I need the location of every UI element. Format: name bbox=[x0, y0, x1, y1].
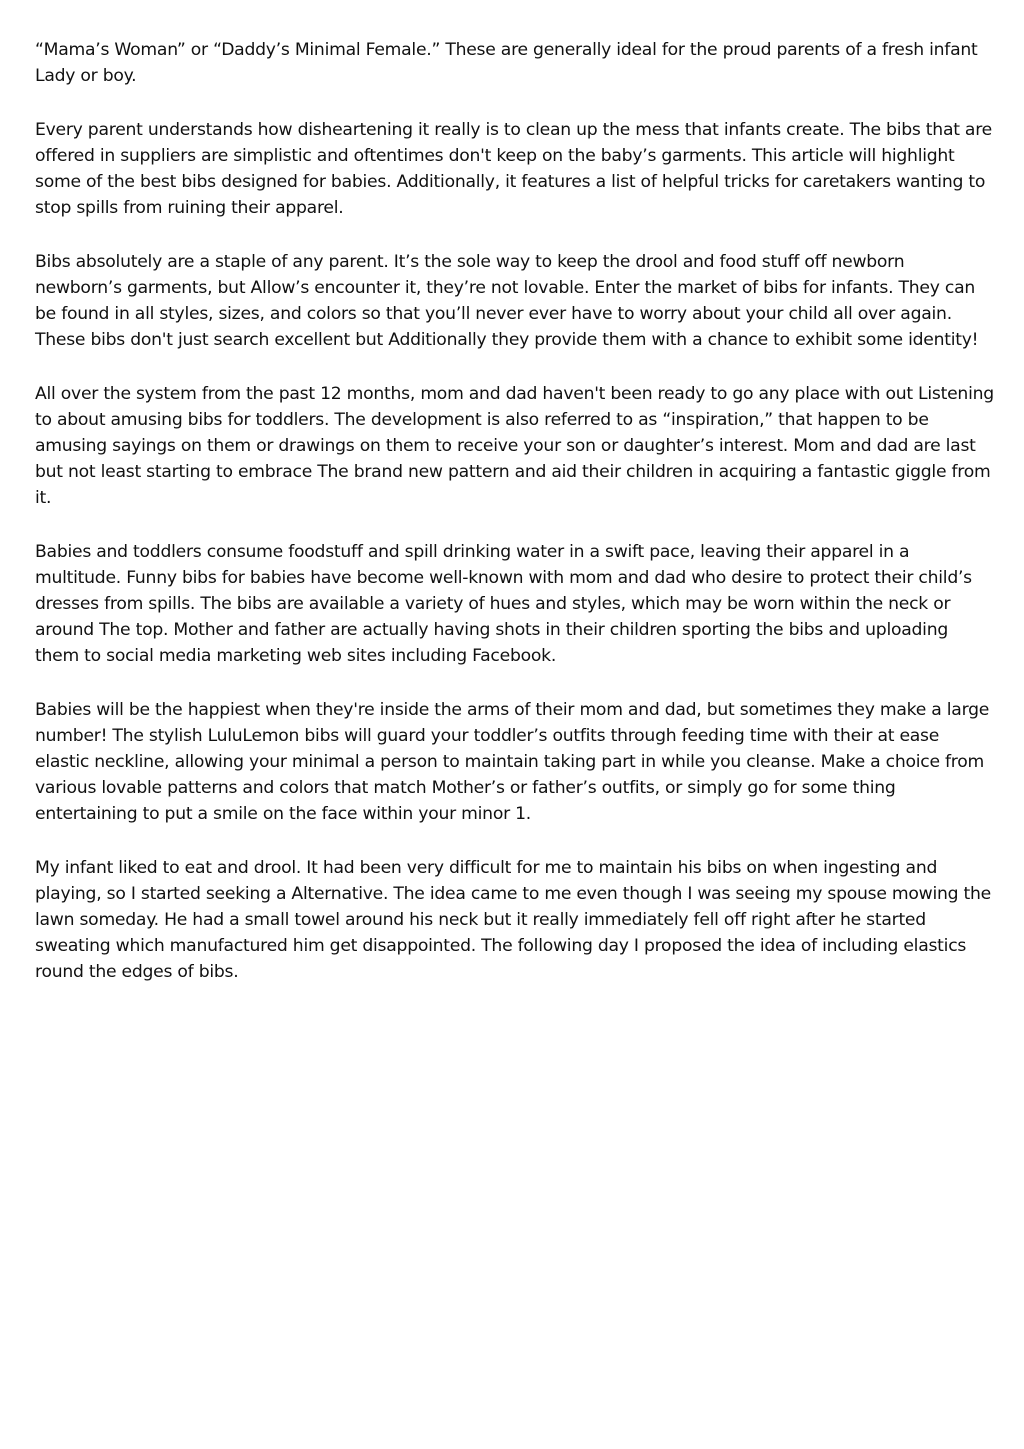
paragraph-2: Every parent understands how disheartening it really is to clean up the mess that infants create. The bibs that are offered in suppliers are simplistic and oftentimes don't keep on the baby’s garments. This article will highlight some of the best bibs designed for babies. Additionally, it features a list of helpful tricks for caretakers wanting to stop spills from ruining their apparel. bbox=[35, 120, 992, 218]
paragraph-5: Babies and toddlers consume foodstuff and spill drinking water in a swift pace, leaving their apparel in a multitude. Funny bibs for babies have become well-known with mom and dad who desire to protect their child’s dresses from spills. The bibs are available a variety of hues and styles, which may be worn within the neck or around The top. Mother and father are actually having shots in their children sporting the bibs and uploading them to social media marketing web sites including Facebook. bbox=[35, 542, 972, 666]
paragraph-7: My infant liked to eat and drool. It had been very difficult for me to maintain his bibs on when ingesting and playing, so I started seeking a Alternative. The idea came to me even though I was seeing my spouse mowing the lawn someday. He had a small towel around his neck but it really immediately fell off right after he started sweating which manufactured him get disappointed. The following day I proposed the idea of including elastics round the edges of bibs. bbox=[35, 858, 991, 982]
document-body bbox=[35, 37, 995, 1013]
paragraph-4: All over the system from the past 12 months, mom and dad haven't been ready to go any place with out Listening to about amusing bibs for toddlers. The development is also referred to as “inspiration,” that happen to be amusing sayings on them or drawings on them to receive your son or daughter’s interest. Mom and dad are last but not least starting to embrace The brand new pattern and aid their children in acquiring a fantastic giggle from it. bbox=[35, 384, 994, 508]
paragraph-1: “Mama’s Woman” or “Daddy’s Minimal Female.” These are generally ideal for the proud parents of a fresh infant Lady or boy. bbox=[35, 40, 978, 86]
paragraph-6: Babies will be the happiest when they're inside the arms of their mom and dad, but sometimes they make a large number! The stylish LuluLemon bibs will guard your toddler’s outfits through feeding time with their at ease elastic neckline, allowing your minimal a person to maintain taking part in while you cleanse. Make a choice from various lovable patterns and colors that match Mother’s or father’s outfits, or simply go for some thing entertaining to put a smile on the face within your minor 1. bbox=[35, 700, 990, 824]
paragraph-3: Bibs absolutely are a staple of any parent. It’s the sole way to keep the drool and food stuff off newborn newborn’s garments, but Allow’s encounter it, they’re not lovable. Enter the market of bibs for infants. They can be found in all styles, sizes, and colors so that you’ll never ever have to worry about your child all over again. These bibs don't just search excellent but Additionally they provide them with a chance to exhibit some identity! bbox=[35, 252, 979, 350]
